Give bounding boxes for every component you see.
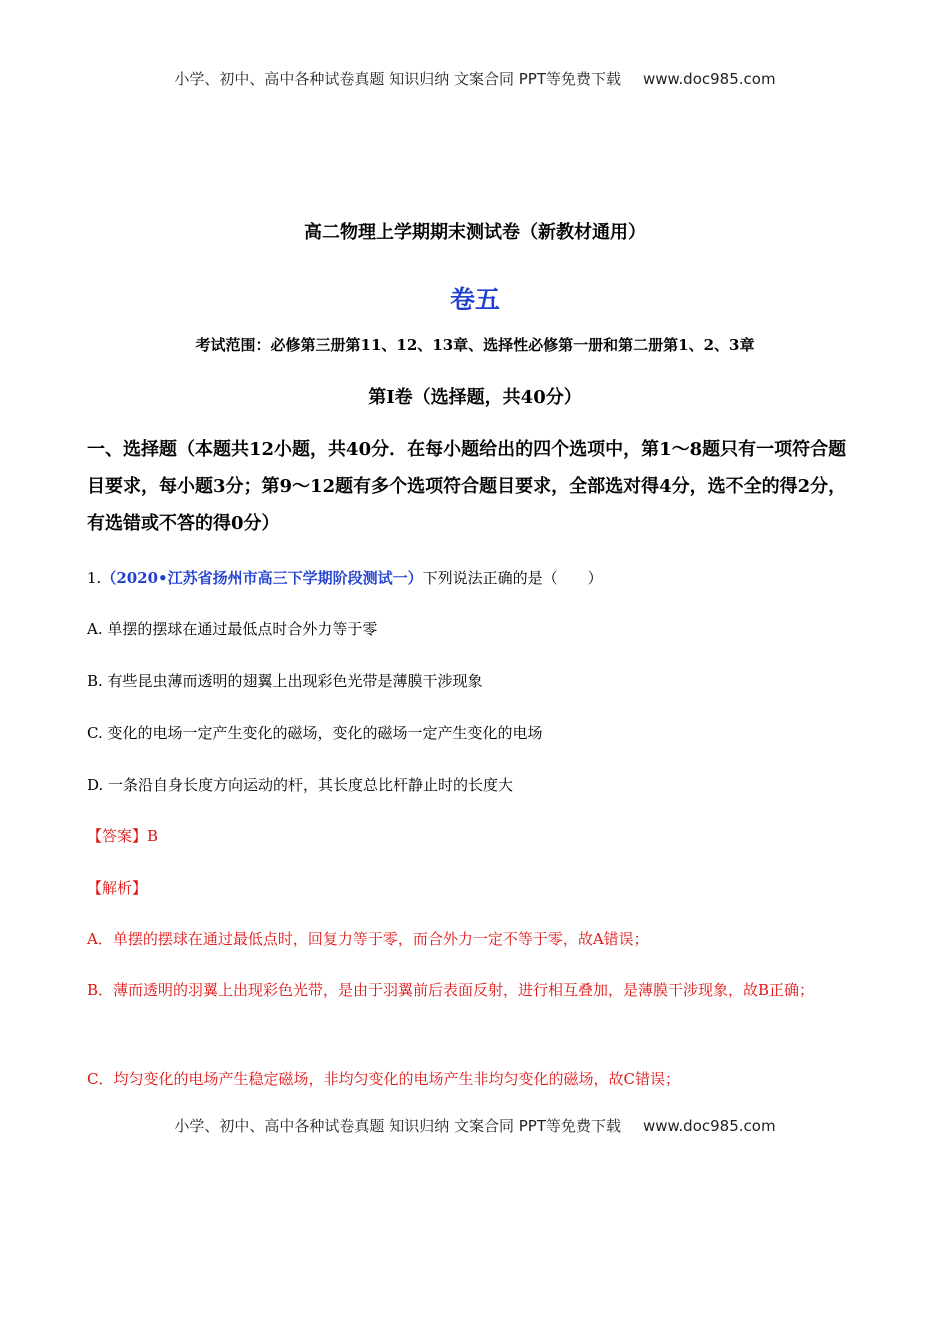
option-b: B. 有些昆虫薄而透明的翅翼上出现彩色光带是薄膜干涉现象 xyxy=(87,672,483,690)
question-source: （2020•江苏省扬州市高三下学期阶段测试一） xyxy=(101,569,423,587)
header-text: 小学、初中、高中各种试卷真题 知识归纳 文案合同 PPT等免费下载 xyxy=(174,70,621,88)
question-1 xyxy=(87,566,863,590)
option-d: D. 一条沿自身长度方向运动的杆，其长度总比杆静止时的长度大 xyxy=(87,776,514,794)
option-a: A. 单摆的摆球在通过最低点时合外力等于零 xyxy=(87,620,378,638)
option-c: C. 变化的电场一定产生变化的磁场，变化的磁场一定产生变化的电场 xyxy=(87,724,543,742)
page-header xyxy=(0,68,950,89)
document-title: 高二物理上学期期末测试卷（新教材通用） xyxy=(304,222,646,243)
footer-url[interactable]: www.doc985.com xyxy=(642,1117,776,1135)
analysis-item-c: C．均匀变化的电场产生稳定磁场，非均匀变化的电场产生非均匀变化的磁场，故C错误； xyxy=(87,1070,680,1088)
question-stem: 下列说法正确的是（ ） xyxy=(422,569,603,587)
section-instructions: 一、选择题（本题共12小题，共40分．在每小题给出的四个选项中，第1～8题只有一项符合题目要求，每小题3分；第9～12题有多个选项符合题目要求，全部选对得4分，选不全的得2分，有选错或不答的得0分） xyxy=(87,439,847,534)
footer-text: 小学、初中、高中各种试卷真题 知识归纳 文案合同 PPT等免费下载 xyxy=(174,1117,621,1135)
page-footer xyxy=(0,1115,950,1136)
header-url[interactable]: www.doc985.com xyxy=(642,70,776,88)
analysis-item-b: B．薄而透明的羽翼上出现彩色光带，是由于羽翼前后表面反射，进行相互叠加，是薄膜干涉现象，故B正确； xyxy=(87,981,815,999)
paper-name: 卷五 xyxy=(449,285,500,314)
exam-scope: 考试范围：必修第三册第11、12、13章、选择性必修第一册和第二册第1、2、3章 xyxy=(195,336,755,354)
analysis-item-a: A．单摆的摆球在通过最低点时，回复力等于零，而合外力一定不等于零，故A错误； xyxy=(87,930,649,948)
analysis-label: 【解析】 xyxy=(87,879,148,897)
question-number: 1. xyxy=(87,569,102,587)
section-heading: 第Ⅰ卷（选择题，共40分） xyxy=(368,387,582,408)
answer: 【答案】B xyxy=(87,827,159,845)
